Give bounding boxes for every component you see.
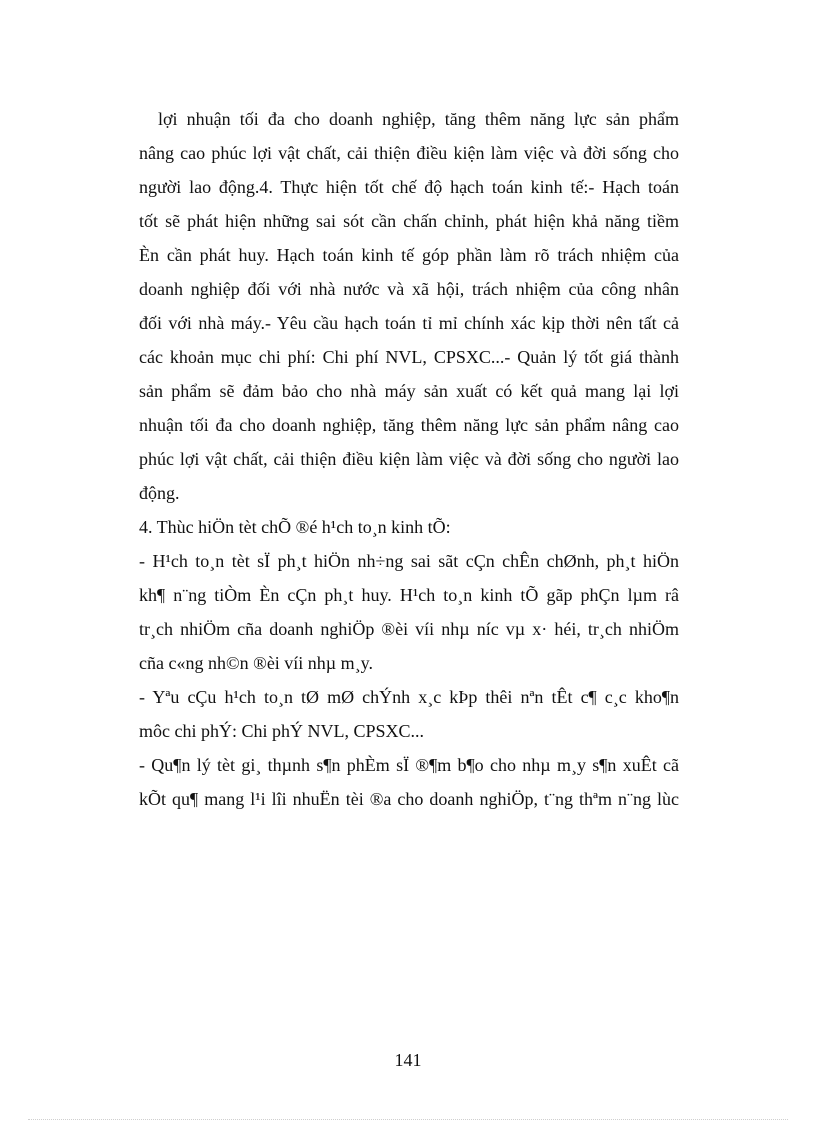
page-bottom-rule <box>28 1119 788 1120</box>
text-line: đối với nhà máy.- Yêu cầu hạch toán tỉ mỉ chính xác kịp thời nên tất cả <box>139 313 679 333</box>
text-line: tốt sẽ phát hiện những sai sót cần chấn chỉnh, phát hiện khả năng tiềm <box>139 211 679 231</box>
text-line: lợi nhuận tối đa cho doanh nghiệp, tăng thêm năng lực sản phẩm <box>158 109 679 129</box>
text-line: - H¹ch to¸n tèt sÏ ph¸t hiÖn nh÷ng sai sãt cÇn chÊn chØnh, ph¸t hiÖn <box>139 551 679 571</box>
section-heading: 4. Thùc hiÖn tèt chÕ ®é h¹ch to¸n kinh tÕ: <box>139 517 451 537</box>
text-line: kÕt qu¶ mang l¹i lîi nhuËn tèi ®a cho doanh nghiÖp, t¨ng thªm n¨ng lùc <box>139 789 679 809</box>
text-line: - Qu¶n lý tèt gi¸ thµnh s¶n phÈm sÏ ®¶m b¶o cho nhµ m¸y s¶n xuÊt cã <box>139 755 679 775</box>
text-line: các khoản mục chi phí: Chi phí NVL, CPSXC...- Quản lý tốt giá thành <box>139 347 679 367</box>
text-line: môc chi phÝ: Chi phÝ NVL, CPSXC... <box>139 721 425 741</box>
text-line: kh¶ n¨ng tiÒm Èn cÇn ph¸t huy. H¹ch to¸n kinh tÕ gãp phÇn lµm râ <box>139 585 679 605</box>
page-number: 141 <box>394 1050 422 1070</box>
text-line: nhuận tối đa cho doanh nghiệp, tăng thêm năng lực sản phẩm nâng cao <box>139 415 679 435</box>
text-line: sản phẩm sẽ đảm bảo cho nhà máy sản xuất có kết quả mang lại lợi <box>139 381 679 401</box>
text-line: người lao động.4. Thực hiện tốt chế độ hạch toán kinh tế:- Hạch toán <box>139 177 679 197</box>
text-line: nâng cao phúc lợi vật chất, cải thiện điều kiện làm việc và đời sống cho <box>139 143 679 163</box>
text-line: động. <box>139 483 180 503</box>
text-line: tr¸ch nhiÖm cña doanh nghiÖp ®èi víi nhµ níc vµ x· héi, tr¸ch nhiÖm <box>139 619 679 639</box>
body-text <box>139 102 679 816</box>
text-line: cña c«ng nh©n ®èi víi nhµ m¸y. <box>139 653 374 673</box>
text-line: doanh nghiệp đối với nhà nước và xã hội, trách nhiệm của công nhân <box>139 279 679 299</box>
text-line: Èn cần phát huy. Hạch toán kinh tế góp phần làm rõ trách nhiệm của <box>139 245 679 265</box>
text-line: phúc lợi vật chất, cải thiện điều kiện làm việc và đời sống cho người lao <box>139 449 679 469</box>
text-line: - Yªu cÇu h¹ch to¸n tØ mØ chÝnh x¸c kÞp thêi nªn tÊt c¶ c¸c kho¶n <box>139 687 679 707</box>
